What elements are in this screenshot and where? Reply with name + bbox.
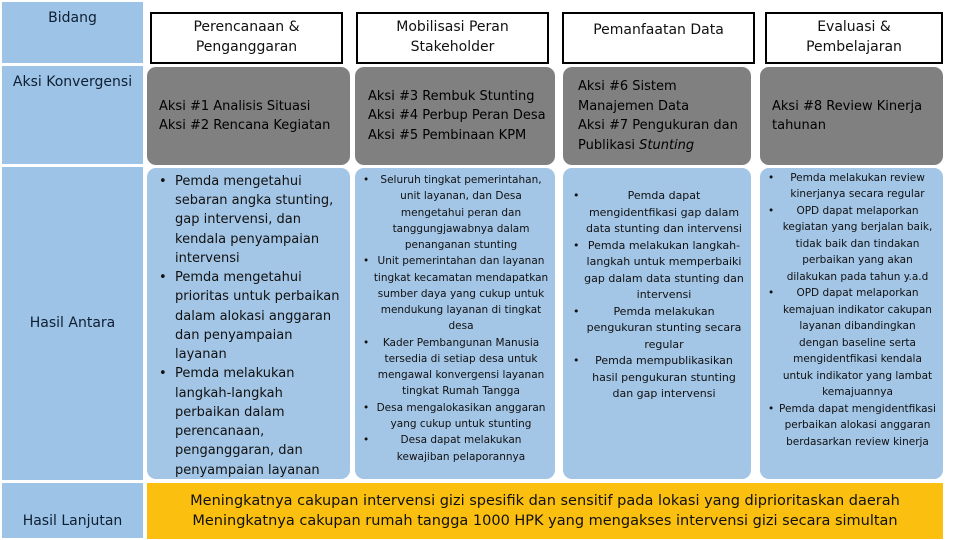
list-item: • Unit pemerintahan dan layanan tingkat kecamatan mendapatkan sumber daya yang cukup untuk mendukung layanan di tingkat desa (361, 253, 549, 334)
list-item: • Desa dapat melakukan kewajiban pelaporannya (361, 432, 549, 465)
list-item: • Pemda melakukan review kinerjanya secara regular (766, 170, 937, 203)
column-header-evaluasi (765, 12, 943, 64)
sidebar-bidang (2, 2, 143, 63)
aksi-item: Aksi #2 Rencana Kegiatan (159, 118, 331, 133)
aksi-box-evaluasi (760, 67, 943, 165)
hasil-antara-box-perencanaan (147, 168, 350, 479)
list-item: • Pemda mengetahui prioritas untuk perbaikan dalam alokasi anggaran dan penyampaian layanan (153, 268, 344, 364)
aksi-box-pemanfaatan-data (563, 67, 751, 165)
column-header-label: Evaluasi & Pembelajaran (806, 19, 902, 55)
hasil-list (153, 172, 344, 479)
sidebar-bidang-label: Bidang (48, 10, 97, 26)
hasil-antara-box-evaluasi (760, 168, 943, 479)
hasil-antara-box-mobilisasi (355, 168, 555, 479)
aksi-item: Aksi #8 Review Kinerja tahunan (772, 98, 923, 133)
aksi-item-text: Aksi #7 Pengukuran dan Publikasi (578, 118, 738, 153)
aksi-item: Aksi #4 Perbup Peran Desa (368, 108, 546, 124)
aksi-item: Aksi #5 Pembinaan KPM (368, 127, 527, 143)
list-item: • OPD dapat melaporkan kegiatan yang berjalan baik, tidak baik dan tindakan perbaikan yang akan dilakukan pada tahun y.a.d (766, 203, 937, 285)
list-item: • Pemda mengetahui sebaran angka stunting, gap intervensi, dan kendala penyampaian intervensi (153, 172, 344, 268)
list-item: • Pemda melakukan pengukuran stunting secara regular (569, 304, 745, 354)
aksi-item-italic: Stunting (639, 137, 695, 153)
aksi-item (578, 116, 743, 155)
aksi-item: Aksi #6 Sistem Manajemen Data (578, 79, 690, 114)
list-item: • Pemda mempublikasikan hasil pengukuran stunting dan gap intervensi (569, 353, 745, 403)
aksi-box-perencanaan (147, 67, 350, 165)
column-header-pemanfaatan-data (562, 12, 755, 64)
hasil-antara-box-pemanfaatan-data (563, 168, 751, 479)
list-item: • Kader Pembangunan Manusia tersedia di setiap desa untuk mengawal konvergensi layanan tingkat Rumah Tangga (361, 335, 549, 400)
sidebar-aksi-konvergensi (2, 66, 143, 164)
aksi-item: Aksi #1 Analisis Situasi (159, 98, 311, 114)
hasil-lanjutan-line-2: Meningkatnya cakupan rumah tangga 1000 HPK yang mengakses intervensi gizi secara simultan (192, 513, 898, 529)
column-header-label: Pemanfaatan Data (593, 22, 724, 38)
sidebar-hasil-lanjutan-label: Hasil Lanjutan (22, 512, 123, 529)
aksi-item: Aksi #3 Rembuk Stunting (368, 88, 535, 104)
column-header-label: Mobilisasi Peran Stakeholder (396, 19, 509, 55)
column-header-perencanaan (150, 12, 343, 64)
sidebar-aksi-konvergensi-label: Aksi Konvergensi (12, 74, 133, 90)
list-item: • OPD dapat melaporkan kemajuan indikator cakupan layanan dibandingkan dengan baseline serta mengidentfikasi kendala untuk indikator yang lambat kemajuannya (766, 285, 937, 400)
hasil-list (361, 172, 549, 465)
hasil-list (766, 170, 937, 450)
list-item: • Pemda dapat mengidentfikasi gap dalam data stunting dan intervensi (569, 188, 745, 238)
hasil-list (569, 188, 745, 403)
hasil-lanjutan-line-1: Meningkatnya cakupan intervensi gizi spesifik dan sensitif pada lokasi yang diprioritaskan daerah (190, 492, 900, 509)
list-item: • Pemda melakukan langkah-langkah untuk memperbaiki gap dalam data stunting dan intervensi (569, 238, 745, 304)
column-header-mobilisasi (356, 12, 549, 64)
sidebar-hasil-antara (2, 167, 143, 480)
sidebar-hasil-lanjutan (2, 483, 143, 538)
hasil-lanjutan-banner (147, 483, 943, 539)
sidebar-hasil-antara-label: Hasil Antara (29, 314, 116, 331)
list-item: • Pemda dapat mengidentfikasi perbaikan alokasi anggaran berdasarkan review kinerja (766, 401, 937, 450)
list-item: • Desa mengalokasikan anggaran yang cukup untuk stunting (361, 400, 549, 433)
list-item: • Pemda melakukan langkah-langkah perbaikan dalam perencanaan, penganggaran, dan penyampaian layanan (153, 364, 344, 479)
list-item: • Seluruh tingkat pemerintahan, unit layanan, dan Desa mengetahui peran dan tanggungjawabnya dalam penanganan stunting (361, 172, 549, 253)
aksi-box-mobilisasi (355, 67, 555, 165)
column-header-label: Perencanaan & Penganggaran (193, 19, 300, 55)
